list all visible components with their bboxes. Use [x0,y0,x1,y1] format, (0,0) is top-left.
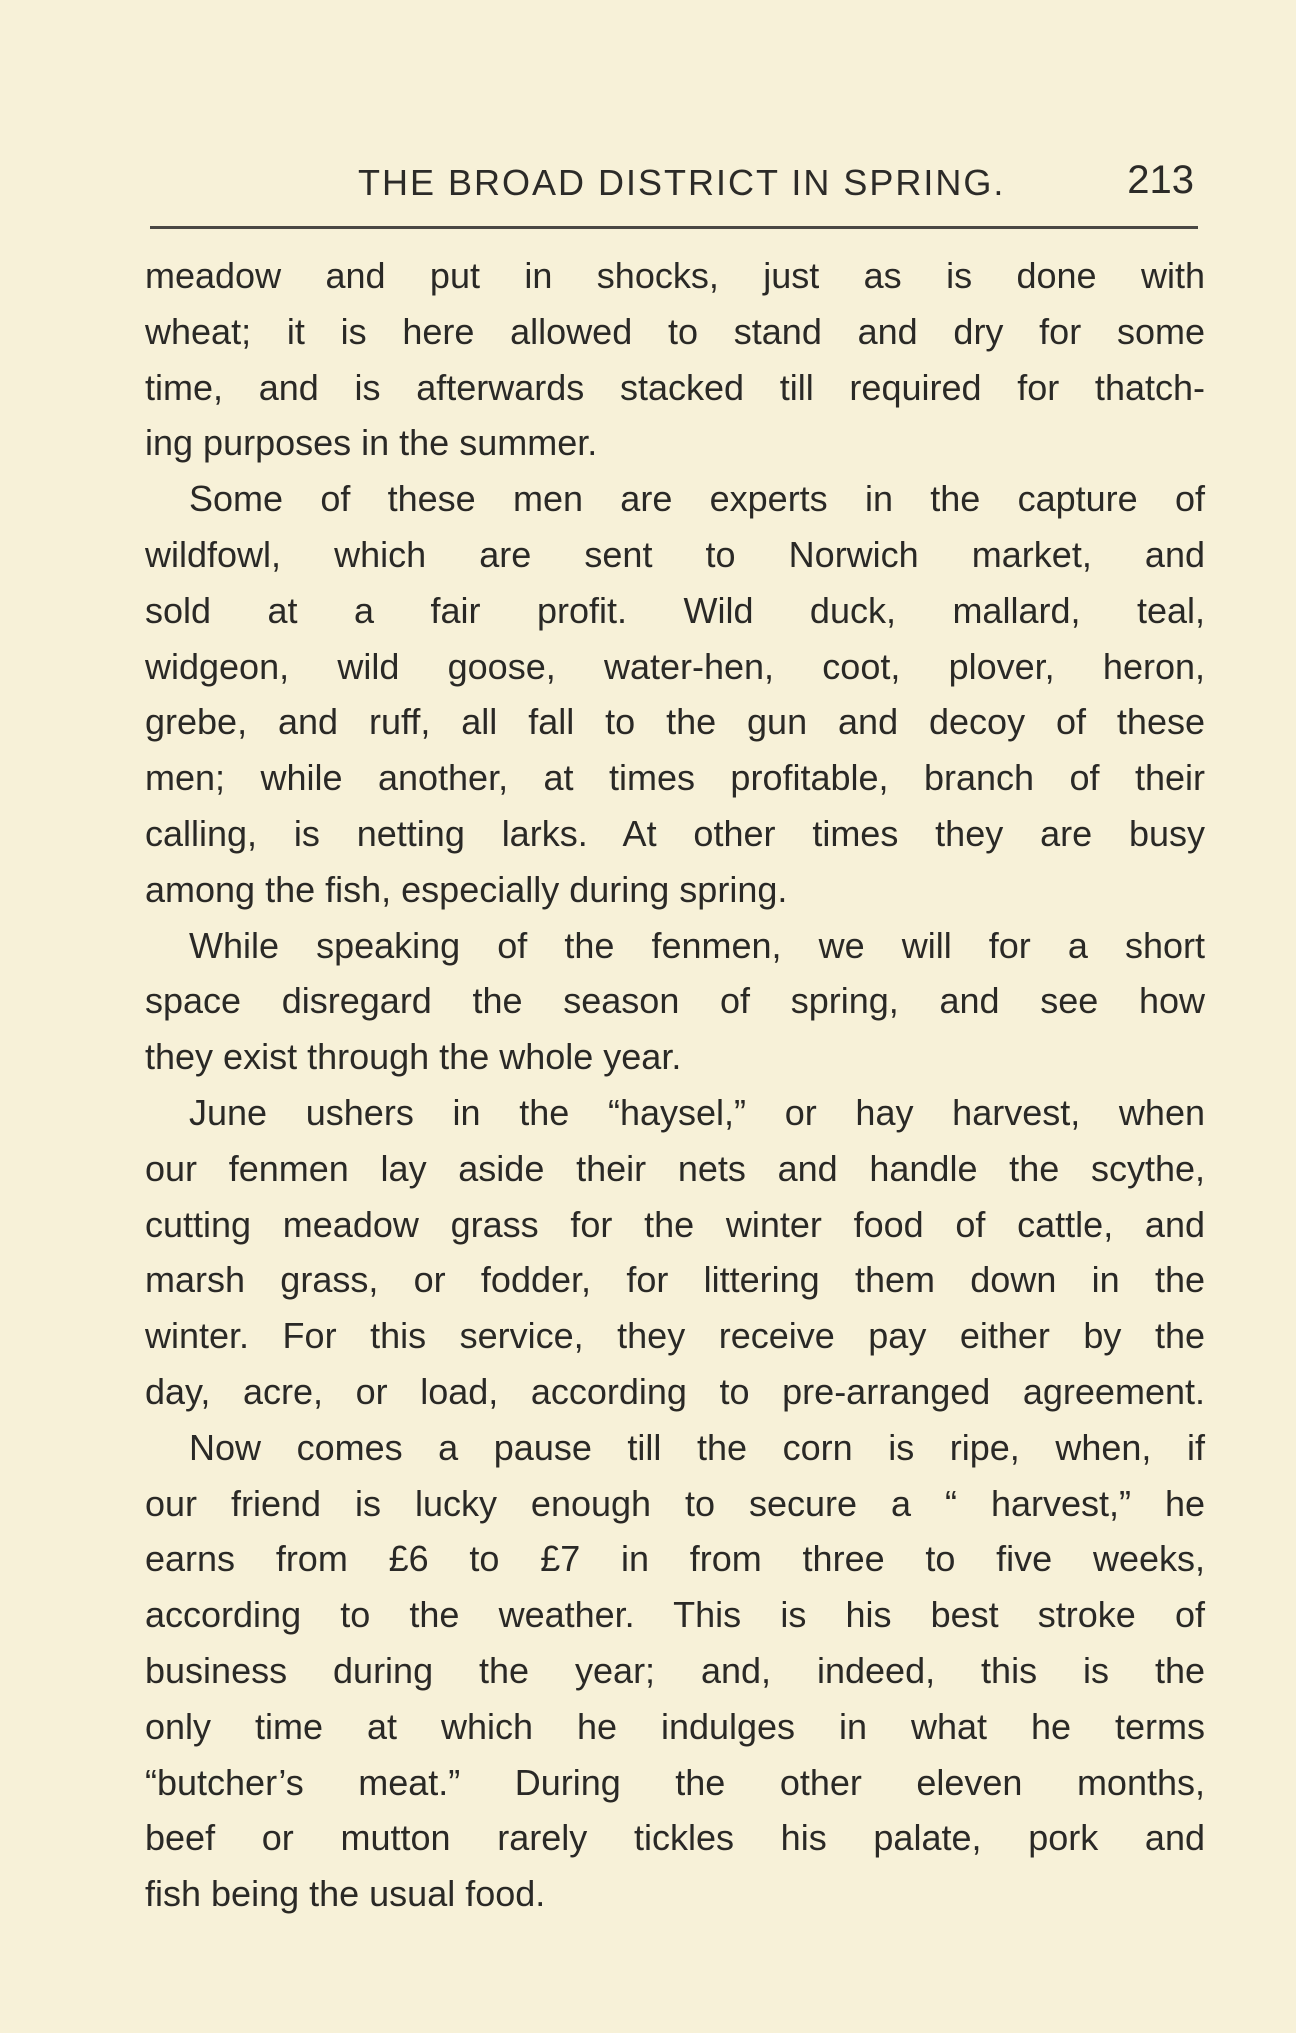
page-number: 213 [1127,158,1194,202]
text-line: June ushers in the “haysel,” or hay harvest, when [189,1091,1205,1133]
text-line: time, and is afterwards stacked till required for thatch- [145,366,1205,408]
body-text [145,248,1205,1922]
text-line: according to the weather. This is his best stroke of [145,1594,1205,1636]
text-line: only time at which he indulges in what he terms [145,1705,1205,1747]
text-line: our friend is lucky enough to secure a “ harvest,” he [145,1482,1205,1524]
text-line: wheat; it is here allowed to stand and dry for some [145,310,1205,352]
text-line: grebe, and ruff, all fall to the gun and decoy of these [145,701,1205,743]
text-line: ing purposes in the summer. [145,422,598,464]
text-line: beef or mutton rarely tickles his palate, pork and [145,1817,1205,1859]
text-line: day, acre, or load, according to pre-arranged agreement. [145,1370,1205,1412]
text-line: calling, is netting larks. At other times they are busy [145,812,1205,854]
header-rule [150,226,1198,229]
text-line: our fenmen lay aside their nets and handle the scythe, [145,1147,1205,1189]
text-line: space disregard the season of spring, and see how [145,980,1205,1022]
text-line: among the fish, especially during spring. [145,868,788,910]
text-line: business during the year; and, indeed, this is the [145,1649,1205,1691]
text-line: Now comes a pause till the corn is ripe, when, if [189,1426,1205,1468]
text-line: meadow and put in shocks, just as is done with [145,255,1205,296]
text-line: sold at a fair profit. Wild duck, mallard, teal, [145,589,1205,631]
text-line: widgeon, wild goose, water-hen, coot, plover, heron, [145,645,1205,687]
running-title: THE BROAD DISTRICT IN SPRING. [358,162,1006,203]
text-line: they exist through the whole year. [145,1036,682,1078]
text-line: marsh grass, or fodder, for littering them down in the [145,1259,1205,1301]
text-line: winter. For this service, they receive pay either by the [145,1315,1205,1357]
text-line: cutting meadow grass for the winter food of cattle, and [145,1203,1205,1245]
text-line: earns from £6 to £7 in from three to five weeks, [145,1538,1205,1580]
text-line: Some of these men are experts in the capture of [189,478,1205,520]
text-line: fish being the usual food. [145,1873,546,1915]
running-head [150,150,1200,220]
text-line: “butcher’s meat.” During the other eleven months, [145,1761,1205,1803]
text-line: wildfowl, which are sent to Norwich market, and [145,533,1205,575]
text-line: While speaking of the fenmen, we will for a short [189,924,1205,966]
text-line: men; while another, at times profitable, branch of their [145,757,1205,799]
